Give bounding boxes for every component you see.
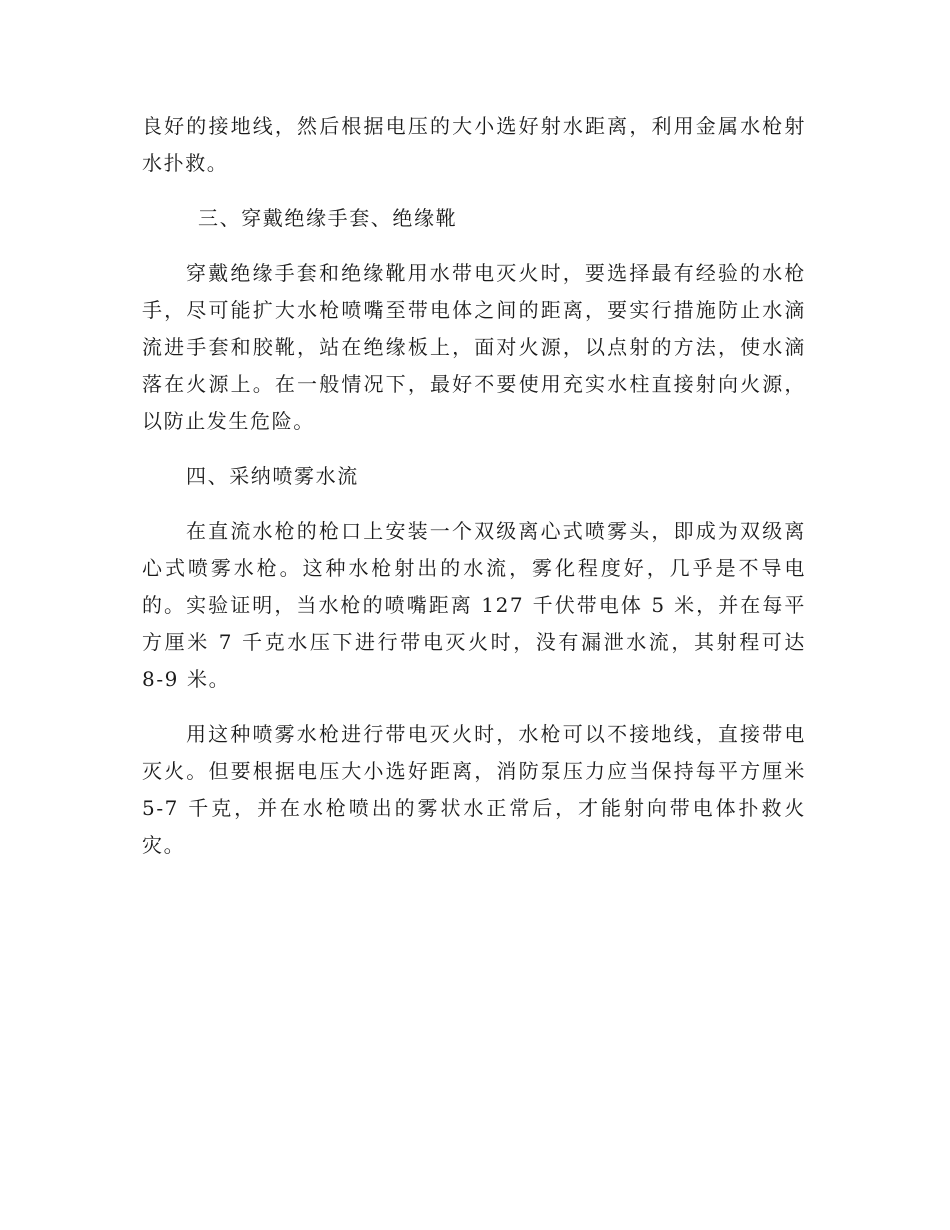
paragraph-continued: 良好的接地线，然后根据电压的大小选好射水距离，利用金属水枪射水扑救。 <box>142 114 806 175</box>
paragraph-spray-usage: 用这种喷雾水枪进行带电灭火时，水枪可以不接地线，直接带电灭火。但要根据电压大小选好距离，消防泵压力应当保持每平方厘米 5-7 千克，并在水枪喷出的雾状水正常后，才能射向带电体扑救火灾。 <box>142 722 806 857</box>
paragraph-insulated-gear: 穿戴绝缘手套和绝缘靴用水带电灭火时，要选择最有经验的水枪手，尽可能扩大水枪喷嘴至带电体之间的距离，要实行措施防止水滴流进手套和胶靴，站在绝缘板上，面对火源，以点射的方法，使水滴落在火源上。在一般情况下，最好不要使用充实水柱直接射向火源，以防止发生危险。 <box>142 261 806 433</box>
section-heading-4: 四、采纳喷雾水流 <box>186 464 359 488</box>
paragraph-spray-nozzle: 在直流水枪的枪口上安装一个双级离心式喷雾头，即成为双级离心式喷雾水枪。这种水枪射出的水流，雾化程度好，几乎是不导电的。实验证明，当水枪的喷嘴距离 127 千伏带电体 5 米，并在每平方厘米 7 千克水压下进行带电灭火时，没有漏泄水流，其射程可达 8-9 米。 <box>142 519 806 691</box>
section-heading-3: 三、穿戴绝缘手套、绝缘靴 <box>198 206 458 230</box>
document-body <box>142 108 806 882</box>
